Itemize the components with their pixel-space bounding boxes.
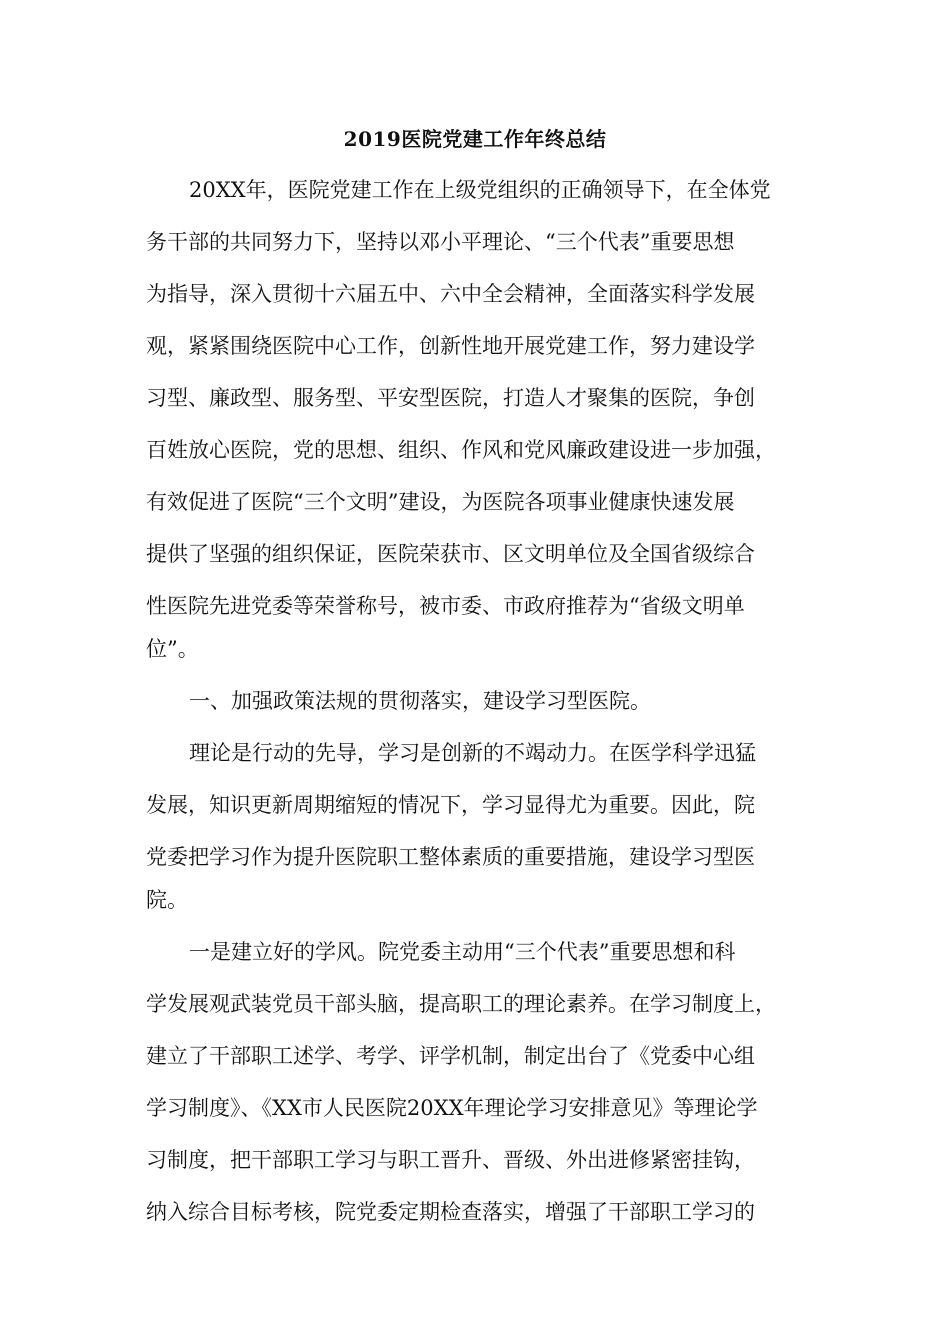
paragraph-line: 学习制度》、《XX市人民医院20XX年理论学习安排意见》等理论学 [146, 1096, 758, 1120]
paragraph-line: 纳入综合目标考核，院党委定期检查落实，增强了干部职工学习的 [146, 1200, 755, 1224]
paragraph-line: 建立了干部职工述学、考学、评学机制，制定出台了《党委中心组 [146, 1044, 755, 1068]
paragraph-line: 百姓放心医院，党的思想、组织、作风和党风廉政建设进一步加强， [146, 438, 776, 462]
paragraph-line: 20XX年，医院党建工作在上级党组织的正确领导下，在全体党 [189, 178, 771, 202]
paragraph-line: 学发展观武装党员干部头脑，提高职工的理论素养。在学习制度上， [146, 992, 776, 1016]
paragraph-line: 发展，知识更新周期缩短的情况下，学习显得尤为重要。因此，院 [146, 793, 755, 817]
paragraph-line: 有效促进了医院“三个文明”建设，为医院各项事业健康快速发展 [146, 490, 735, 514]
paragraph-line: 为指导，深入贯彻十六届五中、六中全会精神，全面落实科学发展 [146, 282, 755, 306]
paragraph-line: 提供了坚强的组织保证，医院荣获市、区文明单位及全国省级综合 [146, 542, 755, 566]
paragraph-line: 习型、廉政型、服务型、平安型医院，打造人才聚集的医院，争创 [146, 386, 755, 410]
paragraph-line: 位”。 [146, 637, 199, 661]
paragraph-line: 院。 [146, 888, 188, 912]
paragraph-line: 务干部的共同努力下，坚持以邓小平理论、“三个代表”重要思想 [146, 230, 735, 254]
paragraph-line: 性医院先进党委等荣誉称号，被市委、市政府推荐为“省级文明单 [146, 594, 745, 618]
paragraph-line: 观，紧紧围绕医院中心工作，创新性地开展党建工作，努力建设学 [146, 334, 755, 358]
paragraph-line: 党委把学习作为提升医院职工整体素质的重要措施，建设学习型医 [146, 845, 755, 869]
paragraph-line: 一是建立好的学风。院党委主动用“三个代表”重要思想和科 [189, 940, 736, 964]
paragraph-line: 理论是行动的先导，学习是创新的不竭动力。在医学科学迅猛 [189, 741, 756, 765]
paragraph-line: 习制度，把干部职工学习与职工晋升、晋级、外出进修紧密挂钩， [146, 1148, 755, 1172]
document-title: 2019医院党建工作年终总结 [343, 127, 607, 151]
section-heading: 一、加强政策法规的贯彻落实，建设学习型医院。 [189, 689, 651, 713]
